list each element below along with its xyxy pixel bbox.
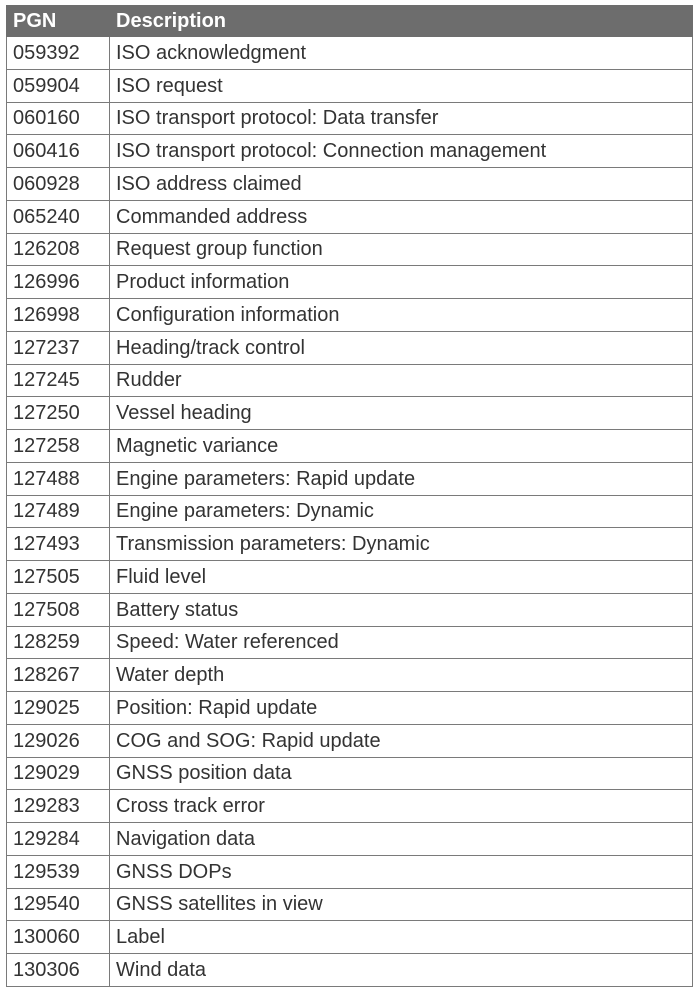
header-row (7, 6, 693, 37)
table-row (7, 462, 693, 495)
pgn-cell: 127505 (7, 561, 110, 594)
description-cell: Magnetic variance (110, 430, 693, 463)
pgn-cell: 065240 (7, 200, 110, 233)
pgn-cell: 127488 (7, 462, 110, 495)
table-row (7, 430, 693, 463)
description-cell: ISO request (110, 69, 693, 102)
table-row (7, 692, 693, 725)
description-cell: Cross track error (110, 790, 693, 823)
pgn-cell: 129029 (7, 757, 110, 790)
pgn-cell: 127489 (7, 495, 110, 528)
table-row (7, 69, 693, 102)
table-row (7, 266, 693, 299)
table-row (7, 561, 693, 594)
pgn-table (6, 5, 693, 987)
table-row (7, 331, 693, 364)
pgn-cell: 130060 (7, 921, 110, 954)
table-row (7, 757, 693, 790)
description-cell: Engine parameters: Rapid update (110, 462, 693, 495)
table-row (7, 593, 693, 626)
table-body (7, 37, 693, 987)
pgn-cell: 129026 (7, 724, 110, 757)
description-cell: ISO transport protocol: Data transfer (110, 102, 693, 135)
description-cell: Engine parameters: Dynamic (110, 495, 693, 528)
description-cell: Wind data (110, 954, 693, 987)
table-row (7, 102, 693, 135)
pgn-cell: 129540 (7, 888, 110, 921)
table-row (7, 397, 693, 430)
description-cell: Request group function (110, 233, 693, 266)
pgn-cell: 127493 (7, 528, 110, 561)
description-cell: Transmission parameters: Dynamic (110, 528, 693, 561)
description-cell: COG and SOG: Rapid update (110, 724, 693, 757)
description-cell: Fluid level (110, 561, 693, 594)
table-row (7, 495, 693, 528)
pgn-cell: 060416 (7, 135, 110, 168)
description-cell: GNSS satellites in view (110, 888, 693, 921)
pgn-cell: 127245 (7, 364, 110, 397)
table-row (7, 790, 693, 823)
description-cell: Water depth (110, 659, 693, 692)
description-cell: GNSS DOPs (110, 855, 693, 888)
description-cell: Product information (110, 266, 693, 299)
pgn-cell: 130306 (7, 954, 110, 987)
description-cell: ISO transport protocol: Connection management (110, 135, 693, 168)
table-row (7, 921, 693, 954)
table-row (7, 364, 693, 397)
description-cell: Heading/track control (110, 331, 693, 364)
pgn-cell: 060928 (7, 168, 110, 201)
pgn-cell: 127237 (7, 331, 110, 364)
pgn-cell: 060160 (7, 102, 110, 135)
pgn-cell: 129025 (7, 692, 110, 725)
pgn-cell: 126998 (7, 299, 110, 332)
description-cell: ISO acknowledgment (110, 37, 693, 70)
pgn-cell: 129283 (7, 790, 110, 823)
pgn-cell: 128259 (7, 626, 110, 659)
description-cell: Navigation data (110, 823, 693, 856)
table-row (7, 528, 693, 561)
pgn-cell: 126996 (7, 266, 110, 299)
table-row (7, 823, 693, 856)
pgn-cell: 129284 (7, 823, 110, 856)
header-description: Description (110, 6, 693, 37)
header-pgn: PGN (7, 6, 110, 37)
pgn-cell: 126208 (7, 233, 110, 266)
description-cell: GNSS position data (110, 757, 693, 790)
table-row (7, 626, 693, 659)
pgn-cell: 127258 (7, 430, 110, 463)
pgn-cell: 127508 (7, 593, 110, 626)
description-cell: Configuration information (110, 299, 693, 332)
description-cell: Position: Rapid update (110, 692, 693, 725)
description-cell: Vessel heading (110, 397, 693, 430)
description-cell: Battery status (110, 593, 693, 626)
table-row (7, 659, 693, 692)
table-row (7, 855, 693, 888)
table-row (7, 724, 693, 757)
table-row (7, 37, 693, 70)
pgn-cell: 059392 (7, 37, 110, 70)
pgn-cell: 128267 (7, 659, 110, 692)
table-row (7, 233, 693, 266)
description-cell: Commanded address (110, 200, 693, 233)
table-row (7, 168, 693, 201)
table-header (7, 6, 693, 37)
pgn-cell: 129539 (7, 855, 110, 888)
description-cell: Speed: Water referenced (110, 626, 693, 659)
description-cell: Label (110, 921, 693, 954)
table-row (7, 954, 693, 987)
table-row (7, 888, 693, 921)
table-row (7, 299, 693, 332)
pgn-cell: 059904 (7, 69, 110, 102)
description-cell: ISO address claimed (110, 168, 693, 201)
pgn-cell: 127250 (7, 397, 110, 430)
description-cell: Rudder (110, 364, 693, 397)
table-row (7, 135, 693, 168)
table-row (7, 200, 693, 233)
